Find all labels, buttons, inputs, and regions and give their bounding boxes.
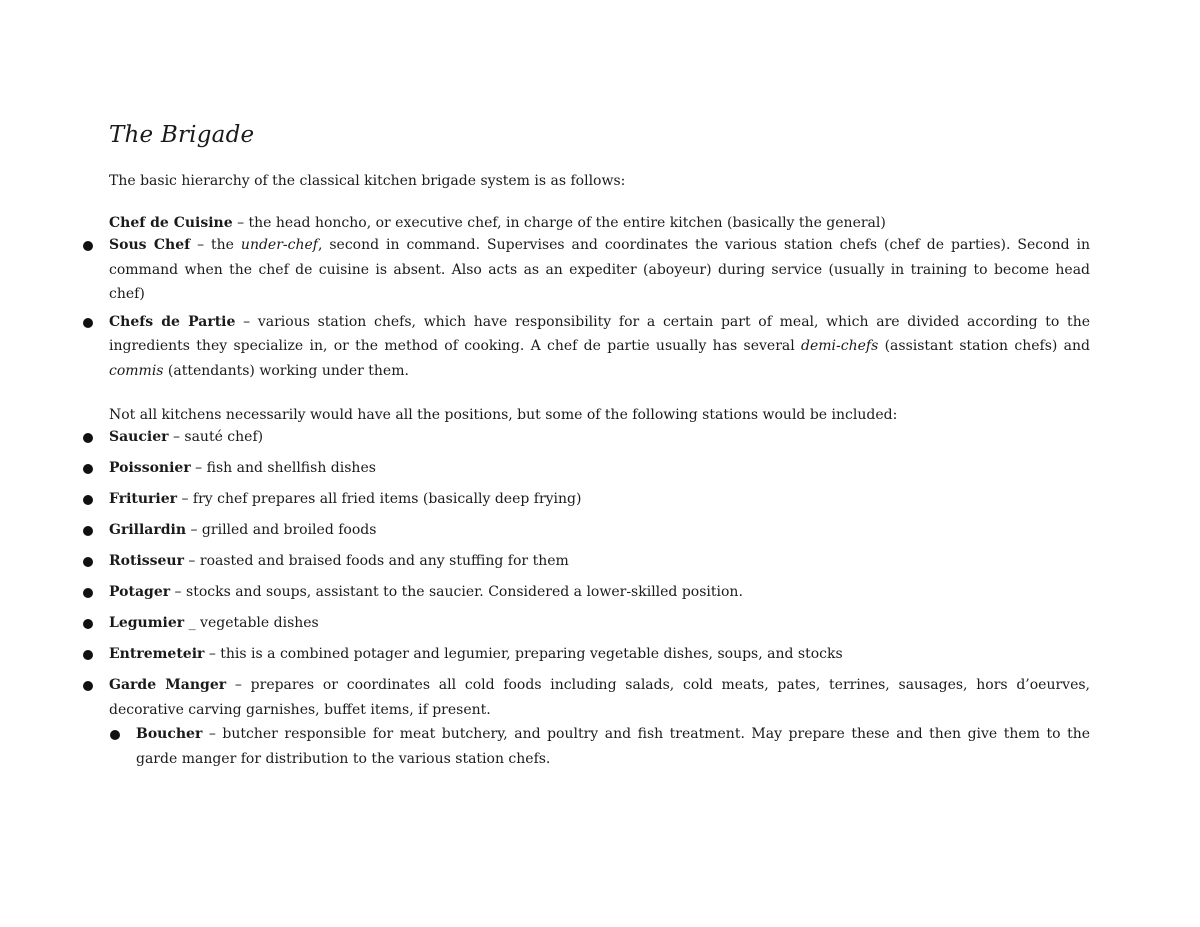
list-item [109,456,1090,481]
station-desc: – fish and shellfish dishes [190,460,376,476]
station-term: Legumier [109,615,185,631]
boucher-desc: – butcher responsible for meat butchery, and poultry and fish treatment. May prepare these and then give them to the garde manger for distribution to the various station chefs. [136,726,1090,767]
list-item [109,673,1090,771]
bullet-icon [83,650,93,660]
list-item [109,487,1090,512]
list-item [109,580,1090,605]
station-term: Saucier [109,429,169,445]
station-term: Grillardin [109,522,187,538]
sous-chef-term: Sous Chef [109,237,191,253]
page-title: The Brigade [109,122,255,148]
document-page [109,118,1090,778]
chef-de-cuisine-term: Chef de Cuisine [109,215,233,231]
chefs-de-partie-mid: (assistant station chefs) and [878,338,1090,354]
list-item-sous-chef [109,233,1090,307]
list-item [109,611,1090,636]
station-term: Poissonier [109,460,191,476]
station-desc: – this is a combined potager and legumier, preparing vegetable dishes, soups, and stocks [204,646,843,662]
bullet-icon [83,318,93,328]
boucher-term: Boucher [136,726,203,742]
list-item [109,425,1090,450]
station-term: Entremeteir [109,646,205,662]
bullet-icon [83,495,93,505]
sous-chef-pre: – the [190,237,241,253]
list-item-boucher [136,722,1090,771]
hierarchy-list [109,233,1090,383]
station-desc: – fry chef prepares all fried items (basically deep frying) [177,491,582,507]
station-desc: – prepares or coordinates all cold foods including salads, cold meats, pates, terrines, sausages, hors d’oeurves, decorative carving garnishes, buffet items, if present. [109,677,1091,718]
garde-manger-sublist [136,722,1090,771]
chefs-de-partie-pre: – various station chefs, which have responsibility for a certain part of meal, which are divided according to the ingredients they specialize in, or the method of cooking. A chef de partie usually has several [109,313,1090,354]
list-item [109,642,1090,667]
station-desc: – grilled and broiled foods [186,522,377,538]
chefs-de-partie-post: (attendants) working under them. [163,362,409,379]
stations-list [109,425,1090,771]
station-term: Garde Manger [109,677,227,693]
station-term: Potager [109,584,171,600]
bullet-icon [83,464,93,474]
stations-intro-paragraph: Not all kitchens necessarily would have all the positions, but some of the following stations would be included: [109,407,898,423]
sous-chef-italic: under-chef [240,237,318,253]
sous-chef-post: , second in command. Supervises and coordinates the various station chefs (chef de parties). Second in command when the chef de cuisine is absent. Also acts as an expediter (aboyeur) during service (usually in training to become head chef) [109,237,1090,302]
station-term: Rotisseur [109,553,184,569]
chef-de-cuisine-desc: – the head honcho, or executive chef, in charge of the entire kitchen (basically the general) [232,215,886,231]
list-item-chefs-de-partie [109,310,1090,384]
intro-paragraph: The basic hierarchy of the classical kitchen brigade system is as follows: [109,173,626,189]
bullet-icon [110,730,120,740]
station-desc: – sauté chef) [168,429,264,445]
station-term: Friturier [109,491,178,507]
commis-italic: commis [109,362,164,379]
bullet-icon [83,557,93,567]
chefs-de-partie-term: Chefs de Partie [109,313,236,330]
bullet-icon [83,241,93,251]
bullet-icon [83,526,93,536]
station-desc: – roasted and braised foods and any stuffing for them [183,553,569,569]
chef-de-cuisine-paragraph [109,213,1090,233]
bullet-icon [83,681,93,691]
demi-chefs-italic: demi-chefs [801,338,879,354]
station-desc: – stocks and soups, assistant to the saucier. Considered a lower-skilled position. [170,584,743,600]
station-desc: _ vegetable dishes [184,615,319,631]
bullet-icon [83,619,93,629]
list-item [109,518,1090,543]
bullet-icon [83,433,93,443]
list-item [109,549,1090,574]
bullet-icon [83,588,93,598]
